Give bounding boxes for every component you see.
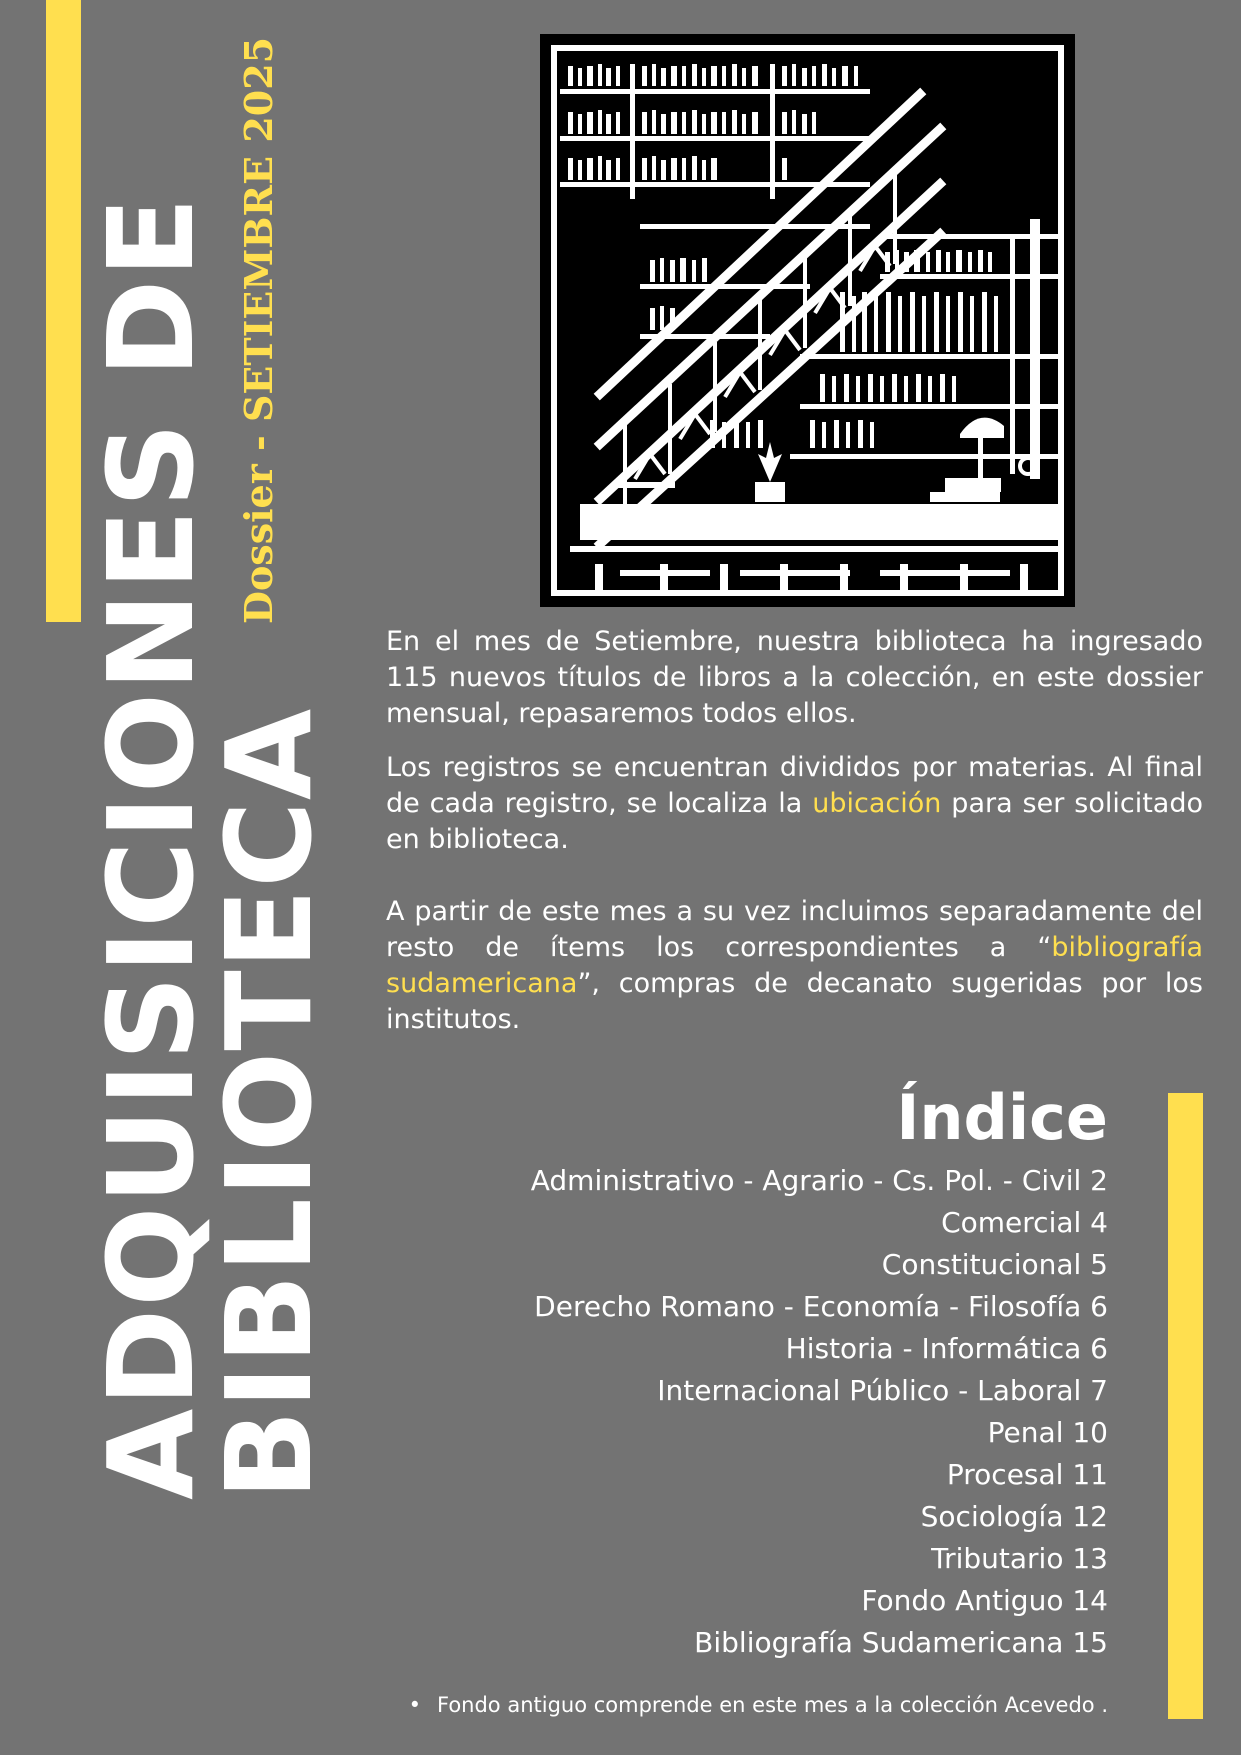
intro-paragraph-3-end: ”, compras de decanato sugeridas por los institutos. [386,968,1203,1035]
index-item: Penal 10 [987,1416,1108,1449]
library-logo-illustration [540,34,1075,607]
footnote: • Fondo antiguo comprende en este mes a la colección Acevedo . [409,1690,1108,1720]
title-line-1: ADQUISICIONES DE [82,195,220,1500]
index-list [408,1160,1108,1664]
location-highlight: ubicación [812,788,942,819]
index-item: Derecho Romano - Economía - Filosofía 6 [534,1290,1108,1323]
title-line-2: BIBLIOTECA [200,707,338,1500]
index-item: Bibliografía Sudamericana 15 [694,1626,1108,1659]
bibliography-highlight: bibliografía sudamericana [386,932,1203,999]
accent-bar-right [1168,1093,1203,1719]
subtitle: Dossier - SETIEMBRE 2025 [236,36,281,624]
index-item: Internacional Público - Laboral 7 [657,1374,1108,1407]
index-item: Sociología 12 [920,1500,1108,1533]
intro-paragraph-2-end: para ser solicitado en biblioteca. [386,788,1203,855]
index-item: Comercial 4 [941,1206,1108,1239]
intro-paragraph-3-text: A partir de este mes a su vez incluimos separadamente del resto de ítems los correspondientes a “ [386,896,1203,963]
intro-paragraph-1: En el mes de Setiembre, nuestra biblioteca ha ingresado 115 nuevos títulos de libros a la colección, en este dossier mensual, repasaremos todos ellos. [386,626,1203,729]
index-item: Constitucional 5 [881,1248,1108,1281]
intro-text [386,624,1203,1056]
index-item: Procesal 11 [946,1458,1108,1491]
accent-bar-top [46,0,81,622]
index-item: Administrativo - Agrario - Cs. Pol. - Civil 2 [530,1164,1108,1197]
index-item: Fondo Antiguo 14 [861,1584,1108,1617]
index-item: Tributario 13 [931,1542,1108,1575]
intro-paragraph-2 [386,750,1203,858]
intro-paragraph-3 [386,894,1203,1038]
index-item: Historia - Informática 6 [785,1332,1108,1365]
index-title: Índice [896,1081,1108,1154]
intro-paragraph-2-text: Los registros se encuentran divididos por materias. Al final de cada registro, se localiza la [386,752,1203,819]
